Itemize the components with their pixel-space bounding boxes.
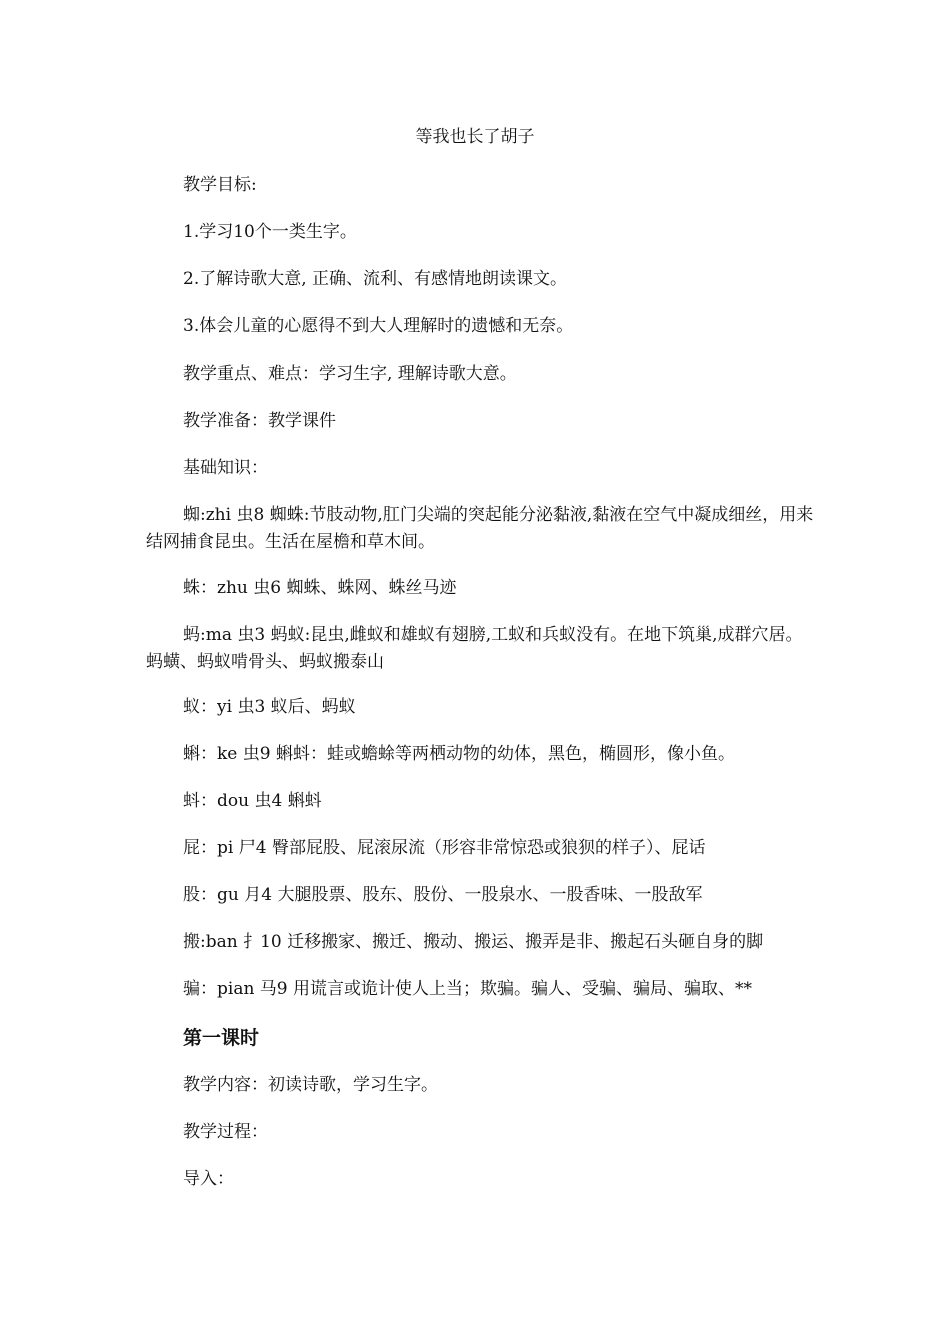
paragraph-preparation: 教学准备：教学课件	[183, 411, 336, 431]
section-heading: 第一课时	[183, 1027, 260, 1049]
paragraph-char-dou: 蚪：dou 虫4 蝌蚪	[183, 791, 322, 811]
paragraph-key-points: 教学重点、难点：学习生字, 理解诗歌大意。	[183, 364, 517, 384]
paragraph-char-yi: 蚁：yi 虫3 蚁后、蚂蚁	[183, 697, 356, 717]
paragraph-basic-knowledge: 基础知识：	[183, 458, 268, 478]
document-title: 等我也长了胡子	[415, 127, 535, 147]
paragraph-objective-2: 2.了解诗歌大意, 正确、流利、有感情地朗读课文。	[183, 269, 568, 289]
paragraph-char-zhu: 蛛：zhu 虫6 蜘蛛、蛛网、蛛丝马迹	[183, 578, 457, 598]
paragraph-char-gu: 股：gu 月4 大腿股票、股东、股份、一股泉水、一股香味、一股敌军	[183, 885, 703, 905]
paragraph-objective-3: 3.体会儿童的心愿得不到大人理解时的遗憾和无奈。	[183, 316, 574, 336]
paragraph-char-ke: 蝌：ke 虫9 蝌蚪：蛙或蟾蜍等两栖动物的幼体，黑色，椭圆形，像小鱼。	[183, 744, 735, 764]
paragraph-char-zhi: 蜘:zhi 虫8 蜘蛛:节肢动物,肛门尖端的突起能分泌黏液,黏液在空气中凝成细丝，用来结网捕食昆虫。生活在屋檐和草木间。	[146, 505, 814, 552]
paragraph-objective-1: 1.学习10个一类生字。	[183, 222, 357, 242]
paragraph-teaching-process: 教学过程：	[183, 1122, 268, 1142]
paragraph-char-pi: 屁：pi 尸4 臀部屁股、屁滚尿流（形容非常惊恐或狼狈的样子）、屁话	[183, 838, 706, 858]
paragraph-char-ma: 蚂:ma 虫3 蚂蚁:昆虫,雌蚁和雄蚁有翅膀,工蚁和兵蚁没有。在地下筑巢,成群穴居。蚂蟥、蚂蚁啃骨头、蚂蚁搬泰山	[146, 625, 803, 672]
paragraph-introduction: 导入：	[183, 1169, 234, 1189]
paragraph-objectives-heading: 教学目标:	[183, 175, 257, 195]
paragraph-char-pian: 骗：pian 马9 用谎言或诡计使人上当；欺骗。骗人、受骗、骗局、骗取、**	[183, 979, 753, 999]
paragraph-char-ban: 搬:ban 扌10 迁移搬家、搬迁、搬动、搬运、搬弄是非、搬起石头砸自身的脚	[183, 932, 764, 952]
paragraph-teaching-content: 教学内容：初读诗歌，学习生字。	[183, 1075, 438, 1095]
